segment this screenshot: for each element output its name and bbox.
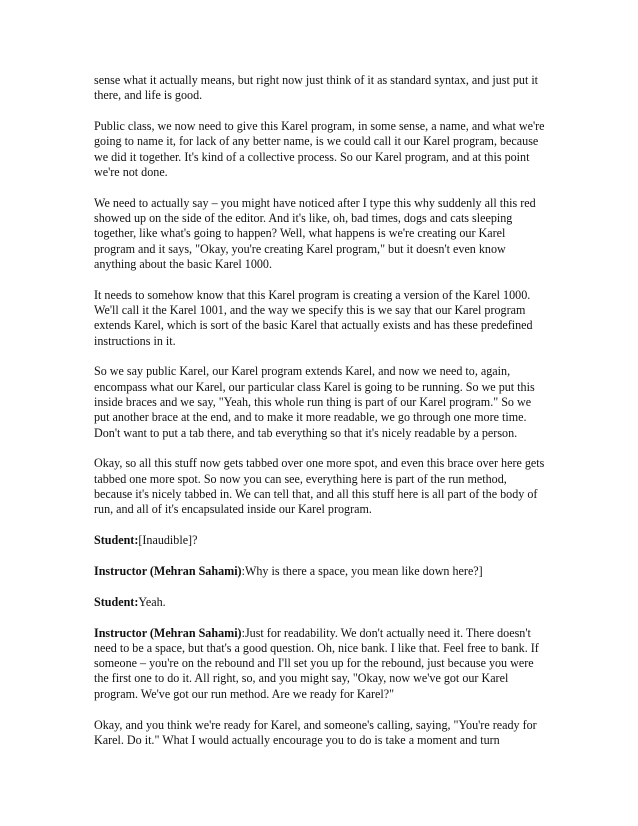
dialogue-line bbox=[94, 595, 546, 610]
transcript-body bbox=[94, 73, 546, 764]
paragraph: sense what it actually means, but right now just think of it as standard syntax, and just put it there, and life is good. bbox=[94, 73, 539, 103]
paragraph: It needs to somehow know that this Karel program is creating a version of the Karel 1000. We'll call it the Karel 1001, and the way we specify this is we say that our Karel program extends Karel, which is sort of the basic Karel that actually exists and has these predefined instructions in it. bbox=[94, 287, 533, 348]
dialogue-text: :Just for readability. We don't actually need it. There doesn't need to be a space, but that's a good question. Oh, nice bank. I like that. Feel free to bank. If someone – you're on the rebound and I'll set you up for the rebound, just because you were the first one to do it. All right, so, and you might say, "Okay, now we've got our Karel program. We've got our run method. Are we ready for Karel?" bbox=[94, 625, 539, 701]
paragraph: Public class, we now need to give this Karel program, in some sense, a name, and what we're going to name it, for lack of any better name, is we could call it our Karel program, because we did it together. It's kind of a collective process. So our Karel program, and at this point we're not done. bbox=[94, 119, 545, 179]
paragraph: Okay, and you think we're ready for Karel, and someone's calling, saying, "You're ready for Karel. Do it." What I would actually encourage you to do is take a moment and turn bbox=[94, 717, 537, 747]
paragraph: We need to actually say – you might have noticed after I type this why suddenly all this red showed up on the side of the editor. And it's like, oh, bad times, dogs and cats sleeping together, like what's going to happen? Well, what happens is we're creating our Karel program and it says, "Okay, you're creating Karel program," but it doesn't even know anything about the basic Karel 1000. bbox=[94, 195, 536, 271]
speaker-label: Instructor (Mehran Sahami) bbox=[94, 563, 242, 578]
paragraph: So we say public Karel, our Karel program extends Karel, and now we need to, again, encompass what our Karel, our particular class Karel is going to be running. So we put this inside braces and we say, "Yeah, this whole run thing is part of our Karel program." So we put another brace at the end, and to make it more readable, we go through one more time. Don't want to put a tab there, and tab everything so that it's nicely readable by a person. bbox=[94, 364, 535, 440]
dialogue-text: Yeah. bbox=[138, 594, 166, 609]
speaker-label: Instructor (Mehran Sahami) bbox=[94, 625, 242, 640]
dialogue-line bbox=[94, 533, 546, 548]
dialogue-text: :Why is there a space, you mean like down here?] bbox=[241, 563, 483, 578]
paragraph: Okay, so all this stuff now gets tabbed over one more spot, and even this brace over here gets tabbed one more spot. So now you can see, everything here is part of the run method, because it's nicely tabbed in. We can tell that, and all this stuff here is all part of the body of run, and all of it's encapsulated inside our Karel program. bbox=[94, 456, 545, 517]
dialogue-text: [Inaudible]? bbox=[138, 533, 198, 548]
dialogue-line bbox=[94, 626, 546, 702]
speaker-label: Student: bbox=[94, 533, 139, 548]
speaker-label: Student: bbox=[94, 594, 139, 609]
dialogue-line bbox=[94, 564, 546, 579]
